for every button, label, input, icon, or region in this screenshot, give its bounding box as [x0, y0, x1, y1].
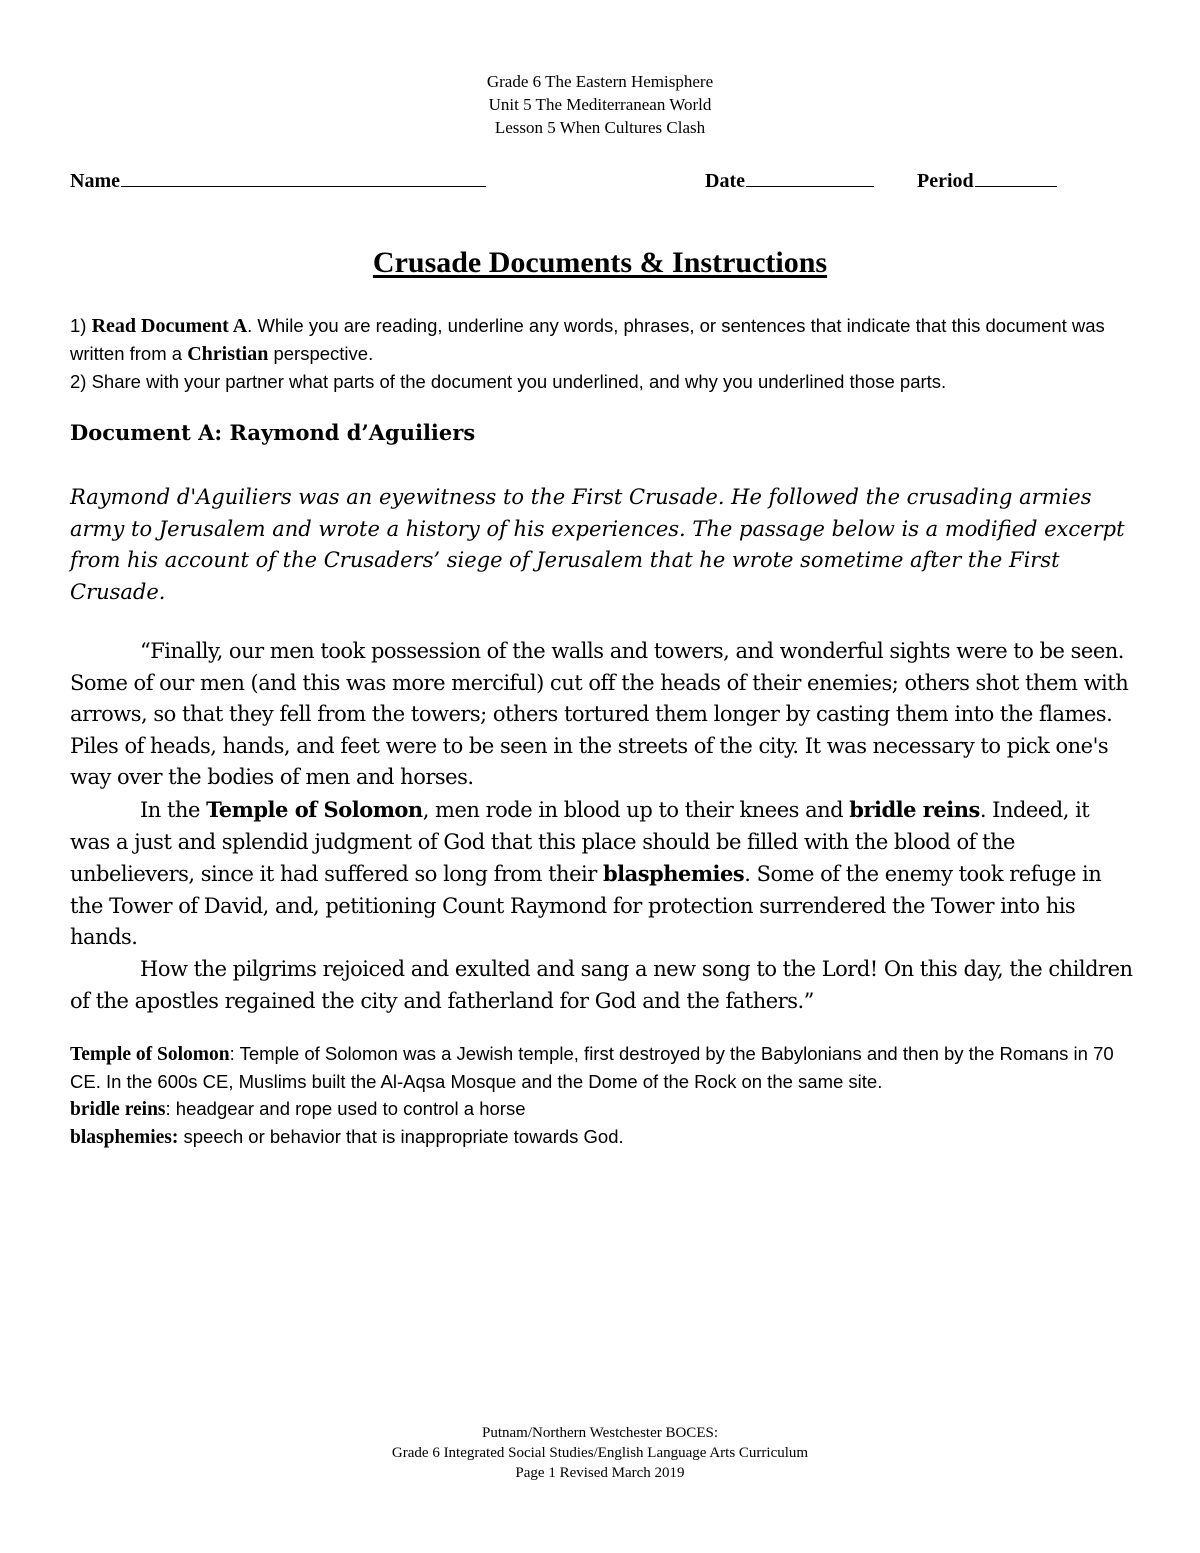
period-blank-line[interactable]	[975, 168, 1057, 187]
period-label: Period	[917, 170, 974, 192]
term-blasphemies: blasphemies	[602, 861, 745, 887]
glossary-entry-bridle: bridle reins: headgear and rope used to control a horse	[70, 1098, 526, 1120]
name-label: Name	[70, 170, 120, 192]
term-temple-of-solomon: Temple of Solomon	[206, 796, 423, 822]
instructions	[70, 312, 1130, 395]
quote-paragraph-3: How the pilgrims rejoiced and exulted and sang a new song to the Lord! On this day, the children of the apostles regained the city and fatherland for God and the fathers.”	[70, 956, 1133, 1013]
quote-paragraph-2: In the Temple of Solomon, men rode in blood up to their knees and bridle reins. Indeed, it was a just and splendid judgment of God that this place should be filled with the blood of the unbelievers, since it had suffered so long from their blasphemies. Some of the enemy took refuge in the Tower of David, and, petitioning Count Raymond for protection surrendered the Tower into his hands.	[70, 796, 1102, 950]
date-label: Date	[705, 170, 745, 192]
period-field[interactable]	[917, 168, 1057, 193]
instruction-step-2: 2) Share with your partner what parts of the document you underlined, and why you underlined those parts.	[70, 371, 947, 392]
student-info-row	[70, 168, 1140, 194]
document-intro: Raymond d'Aguiliers was an eyewitness to the First Crusade. He followed the crusading armies army to Jerusalem and wrote a history of his experiences. The passage below is a modified excerpt from his account of the Crusaders’ siege of Jerusalem that he wrote sometime after the First Crusade.	[70, 485, 1125, 604]
instruction-bold-christian: Christian	[187, 343, 269, 365]
document-quote	[70, 636, 1135, 1017]
header-unit: Unit 5 The Mediterranean World	[488, 95, 712, 114]
footer-curriculum: Grade 6 Integrated Social Studies/English Language Arts Curriculum	[391, 1445, 809, 1461]
instruction-bold-read: Read Document A	[91, 315, 248, 337]
header-grade: Grade 6 The Eastern Hemisphere	[486, 72, 714, 91]
page-footer	[0, 1423, 1200, 1483]
term-bridle-reins: bridle reins	[849, 796, 980, 822]
footer-org: Putnam/Northern Westchester BOCES:	[482, 1425, 718, 1441]
glossary-entry-temple: Temple of Solomon: Temple of Solomon was a Jewish temple, first destroyed by the Babylonians and then by the Romans in 70 CE. In the 600s CE, Muslims built the Al-Aqsa Mosque and the Dome of the Rock on the same site.	[70, 1043, 1114, 1092]
glossary	[70, 1040, 1135, 1151]
document-heading: Document A: Raymond d’Aguiliers	[70, 420, 476, 445]
footer-page: Page 1 Revised March 2019	[515, 1465, 685, 1481]
page-header	[0, 70, 1200, 139]
quote-paragraph-1: “Finally, our men took possession of the walls and towers, and wonderful sights were to be seen. Some of our men (and this was more merciful) cut off the heads of their enemies; others shot them with arrows, so that they fell from the towers; others tortured them longer by casting them into the flames. Piles of heads, hands, and feet were to be seen in the streets of the city. It was necessary to pick one's way over the bodies of men and horses.	[70, 639, 1129, 790]
date-field[interactable]	[705, 168, 874, 193]
header-lesson: Lesson 5 When Cultures Clash	[494, 118, 706, 137]
name-blank-line[interactable]	[121, 168, 486, 187]
page-title: Crusade Documents & Instructions	[372, 246, 828, 279]
instruction-step-1: 1) Read Document A. While you are reading, underline any words, phrases, or sentences that indicate that this document was written from a Christian perspective.	[70, 315, 1105, 365]
date-blank-line[interactable]	[746, 168, 874, 187]
name-field[interactable]	[70, 168, 486, 193]
glossary-entry-blasphemies: blasphemies: speech or behavior that is inappropriate towards God.	[70, 1126, 624, 1148]
